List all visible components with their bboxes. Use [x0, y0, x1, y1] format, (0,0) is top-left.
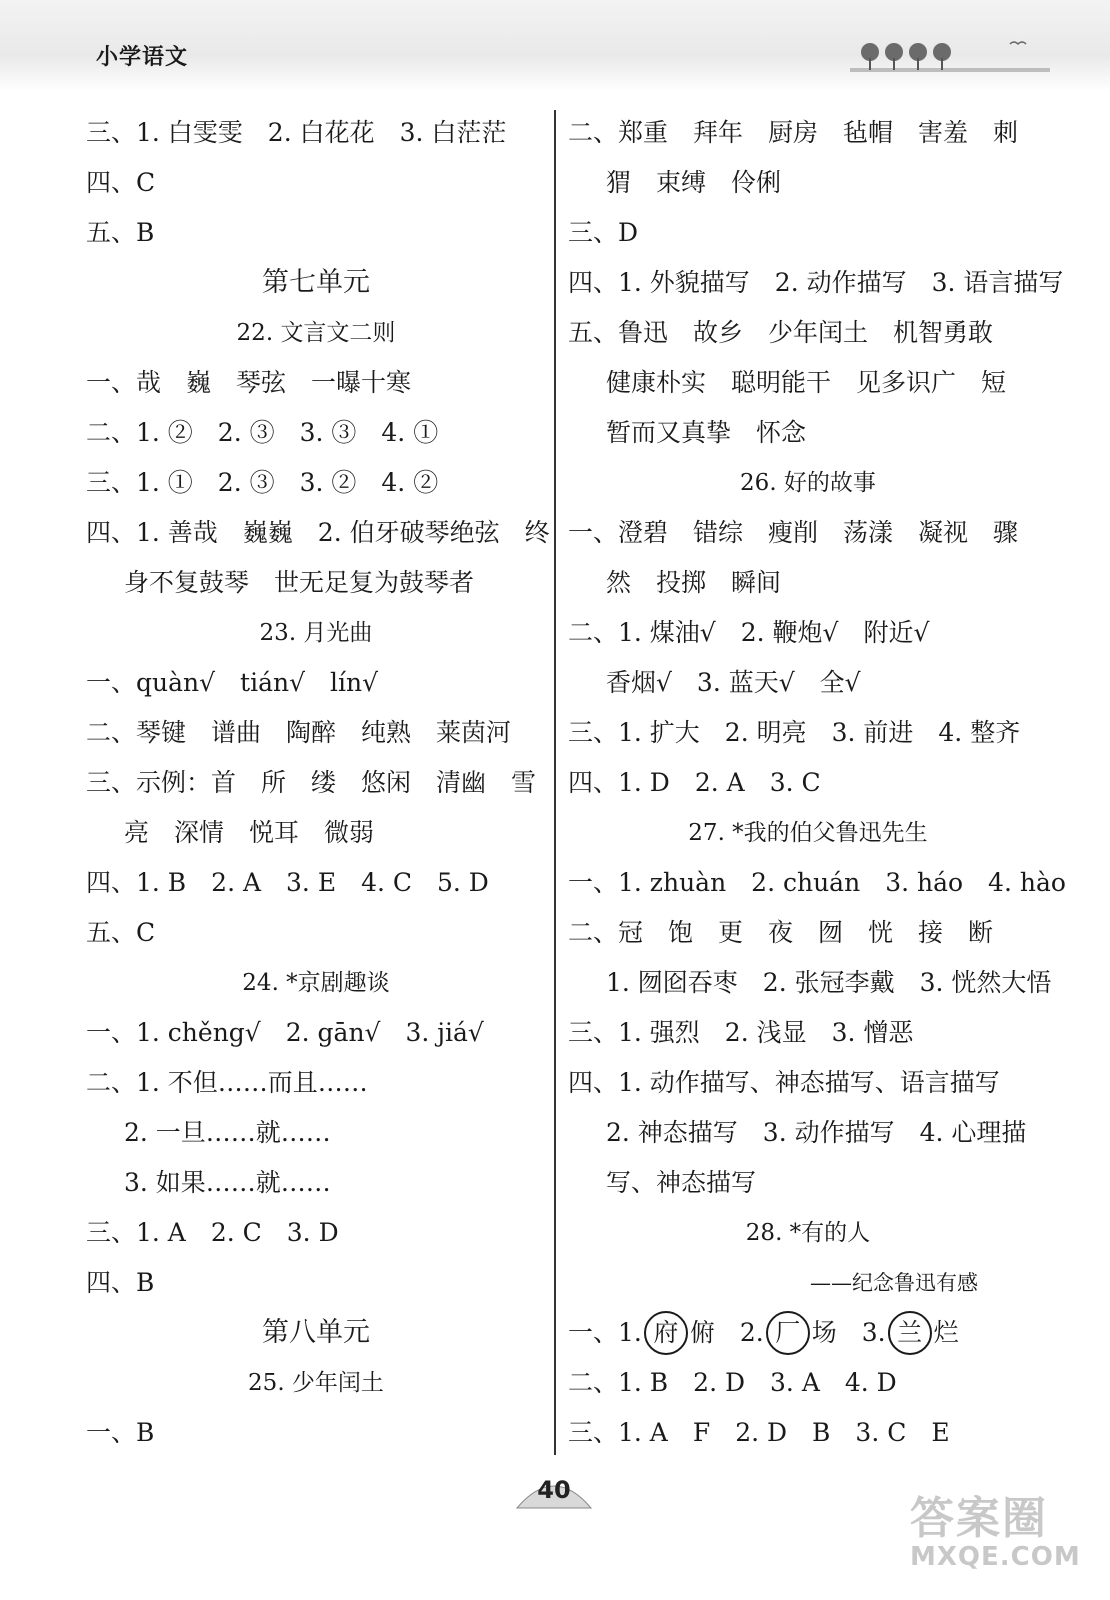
answer-line: 写、神态描写: [606, 1168, 757, 1197]
lesson-title: 24. *京剧趣谈: [242, 970, 390, 996]
lesson-title: 22. 文言文二则: [236, 320, 396, 346]
answer-line: 五、C: [86, 918, 156, 947]
answer-line: 二、1. 不但……而且……: [86, 1068, 368, 1097]
lesson-title: 27. *我的伯父鲁迅先生: [688, 820, 928, 846]
answer-line: 2. 神态描写 3. 动作描写 4. 心理描: [606, 1118, 1027, 1147]
answer-line: 二、冠 饱 更 夜 囫 恍 接 断: [568, 918, 994, 947]
circled-char: 厂: [766, 1311, 810, 1355]
answer-line: 五、B: [86, 218, 155, 247]
answer-line: 亮 深情 悦耳 微弱: [124, 818, 375, 847]
answer-line: 二、琴键 谱曲 陶醉 纯熟 莱茵河: [86, 718, 512, 747]
answer-line: 三、1. ① 2. ③ 3. ② 4. ②: [86, 468, 439, 497]
answer-line: 然 投掷 瞬间: [606, 568, 782, 597]
answer-line: 猬 束缚 伶俐: [606, 168, 782, 197]
answer-line: 五、鲁迅 故乡 少年闰土 机智勇敢: [568, 318, 994, 347]
lesson-title: 26. 好的故事: [740, 470, 876, 496]
watermark-line2: MXQE.COM: [910, 1542, 1081, 1572]
answer-line: 3. 如果……就……: [124, 1168, 331, 1197]
left-column: [86, 108, 550, 1458]
answer-line: 三、1. 白雯雯 2. 白花花 3. 白茫茫: [86, 118, 507, 147]
answer-line: 一、1. zhuàn 2. chuán 3. háo 4. hào: [568, 868, 1066, 897]
answer-line: 一、哉 巍 琴弦 一曝十寒: [86, 368, 412, 397]
answer-line: 一、B: [86, 1418, 155, 1447]
answer-text: 场 3.: [811, 1318, 886, 1347]
answer-line: 三、示例：首 所 缕 悠闲 清幽 雪: [86, 768, 537, 797]
right-column: [568, 108, 1066, 1458]
column-divider: [554, 110, 556, 1455]
answer-line: 三、1. 扩大 2. 明亮 3. 前进 4. 整齐: [568, 718, 1021, 747]
lesson-title: 25. 少年闰土: [248, 1370, 384, 1396]
page-header: [0, 0, 1110, 92]
lesson-title: 28. *有的人: [745, 1220, 871, 1246]
circled-answer-line: [568, 1308, 1048, 1358]
answer-line: 二、1. ② 2. ③ 3. ③ 4. ①: [86, 418, 439, 447]
answer-line: 二、郑重 拜年 厨房 毡帽 害羞 刺: [568, 118, 1019, 147]
answer-line: 三、1. A 2. C 3. D: [86, 1218, 339, 1247]
watermark-line1: 答案圈: [910, 1493, 1048, 1544]
circled-char: 兰: [888, 1311, 932, 1355]
page-number: [515, 1470, 593, 1510]
answer-line: 四、B: [86, 1268, 155, 1297]
trees-decoration-icon: [850, 30, 1070, 90]
answer-line: 健康朴实 聪明能干 见多识广 短: [606, 368, 1007, 397]
lesson-title: 23. 月光曲: [259, 620, 373, 646]
answer-line: 香烟√ 3. 蓝天√ 全√: [606, 668, 861, 697]
header-title: 小学语文: [96, 45, 189, 70]
answer-line: 三、1. 强烈 2. 浅显 3. 憎恶: [568, 1018, 914, 1047]
answer-line: 四、C: [86, 168, 156, 197]
answer-line: 2. 一旦……就……: [124, 1118, 331, 1147]
page-number-text: 40: [537, 1476, 571, 1504]
answer-line: 一、1. chěng√ 2. gān√ 3. jiá√: [86, 1018, 484, 1047]
answer-text: 一、1.: [568, 1318, 642, 1347]
unit-heading: 第八单元: [262, 1317, 370, 1348]
answer-line: 四、1. 善哉 巍巍 2. 伯牙破琴绝弦 终: [86, 518, 550, 547]
unit-heading: 第七单元: [262, 267, 370, 298]
answer-text: 烂: [933, 1318, 959, 1347]
answer-line: 四、1. B 2. A 3. E 4. C 5. D: [86, 868, 489, 897]
lesson-subtitle: ——纪念鲁迅有感: [810, 1271, 978, 1295]
answer-line: 二、1. 煤油√ 2. 鞭炮√ 附近√: [568, 618, 930, 647]
answer-line: 四、1. D 2. A 3. C: [568, 768, 821, 797]
answer-line: 一、澄碧 错综 瘦削 荡漾 凝视 骤: [568, 518, 1019, 547]
answer-line: 四、1. 外貌描写 2. 动作描写 3. 语言描写: [568, 268, 1064, 297]
answer-text: 俯 2.: [689, 1318, 764, 1347]
answer-line: 四、1. 动作描写、神态描写、语言描写: [568, 1068, 1000, 1097]
answer-line: 暂而又真挚 怀念: [606, 418, 807, 447]
answer-line: 1. 囫囵吞枣 2. 张冠李戴 3. 恍然大悟: [606, 968, 1052, 997]
answer-line: 二、1. B 2. D 3. A 4. D: [568, 1368, 897, 1397]
circled-char: 府: [644, 1311, 688, 1355]
answer-line: 三、D: [568, 218, 639, 247]
answer-line: 三、1. A F 2. D B 3. C E: [568, 1418, 950, 1447]
watermark-logo: [910, 1482, 1100, 1592]
answer-line: 身不复鼓琴 世无足复为鼓琴者: [124, 568, 475, 597]
answer-line: 一、quàn√ tián√ lín√: [86, 668, 379, 697]
